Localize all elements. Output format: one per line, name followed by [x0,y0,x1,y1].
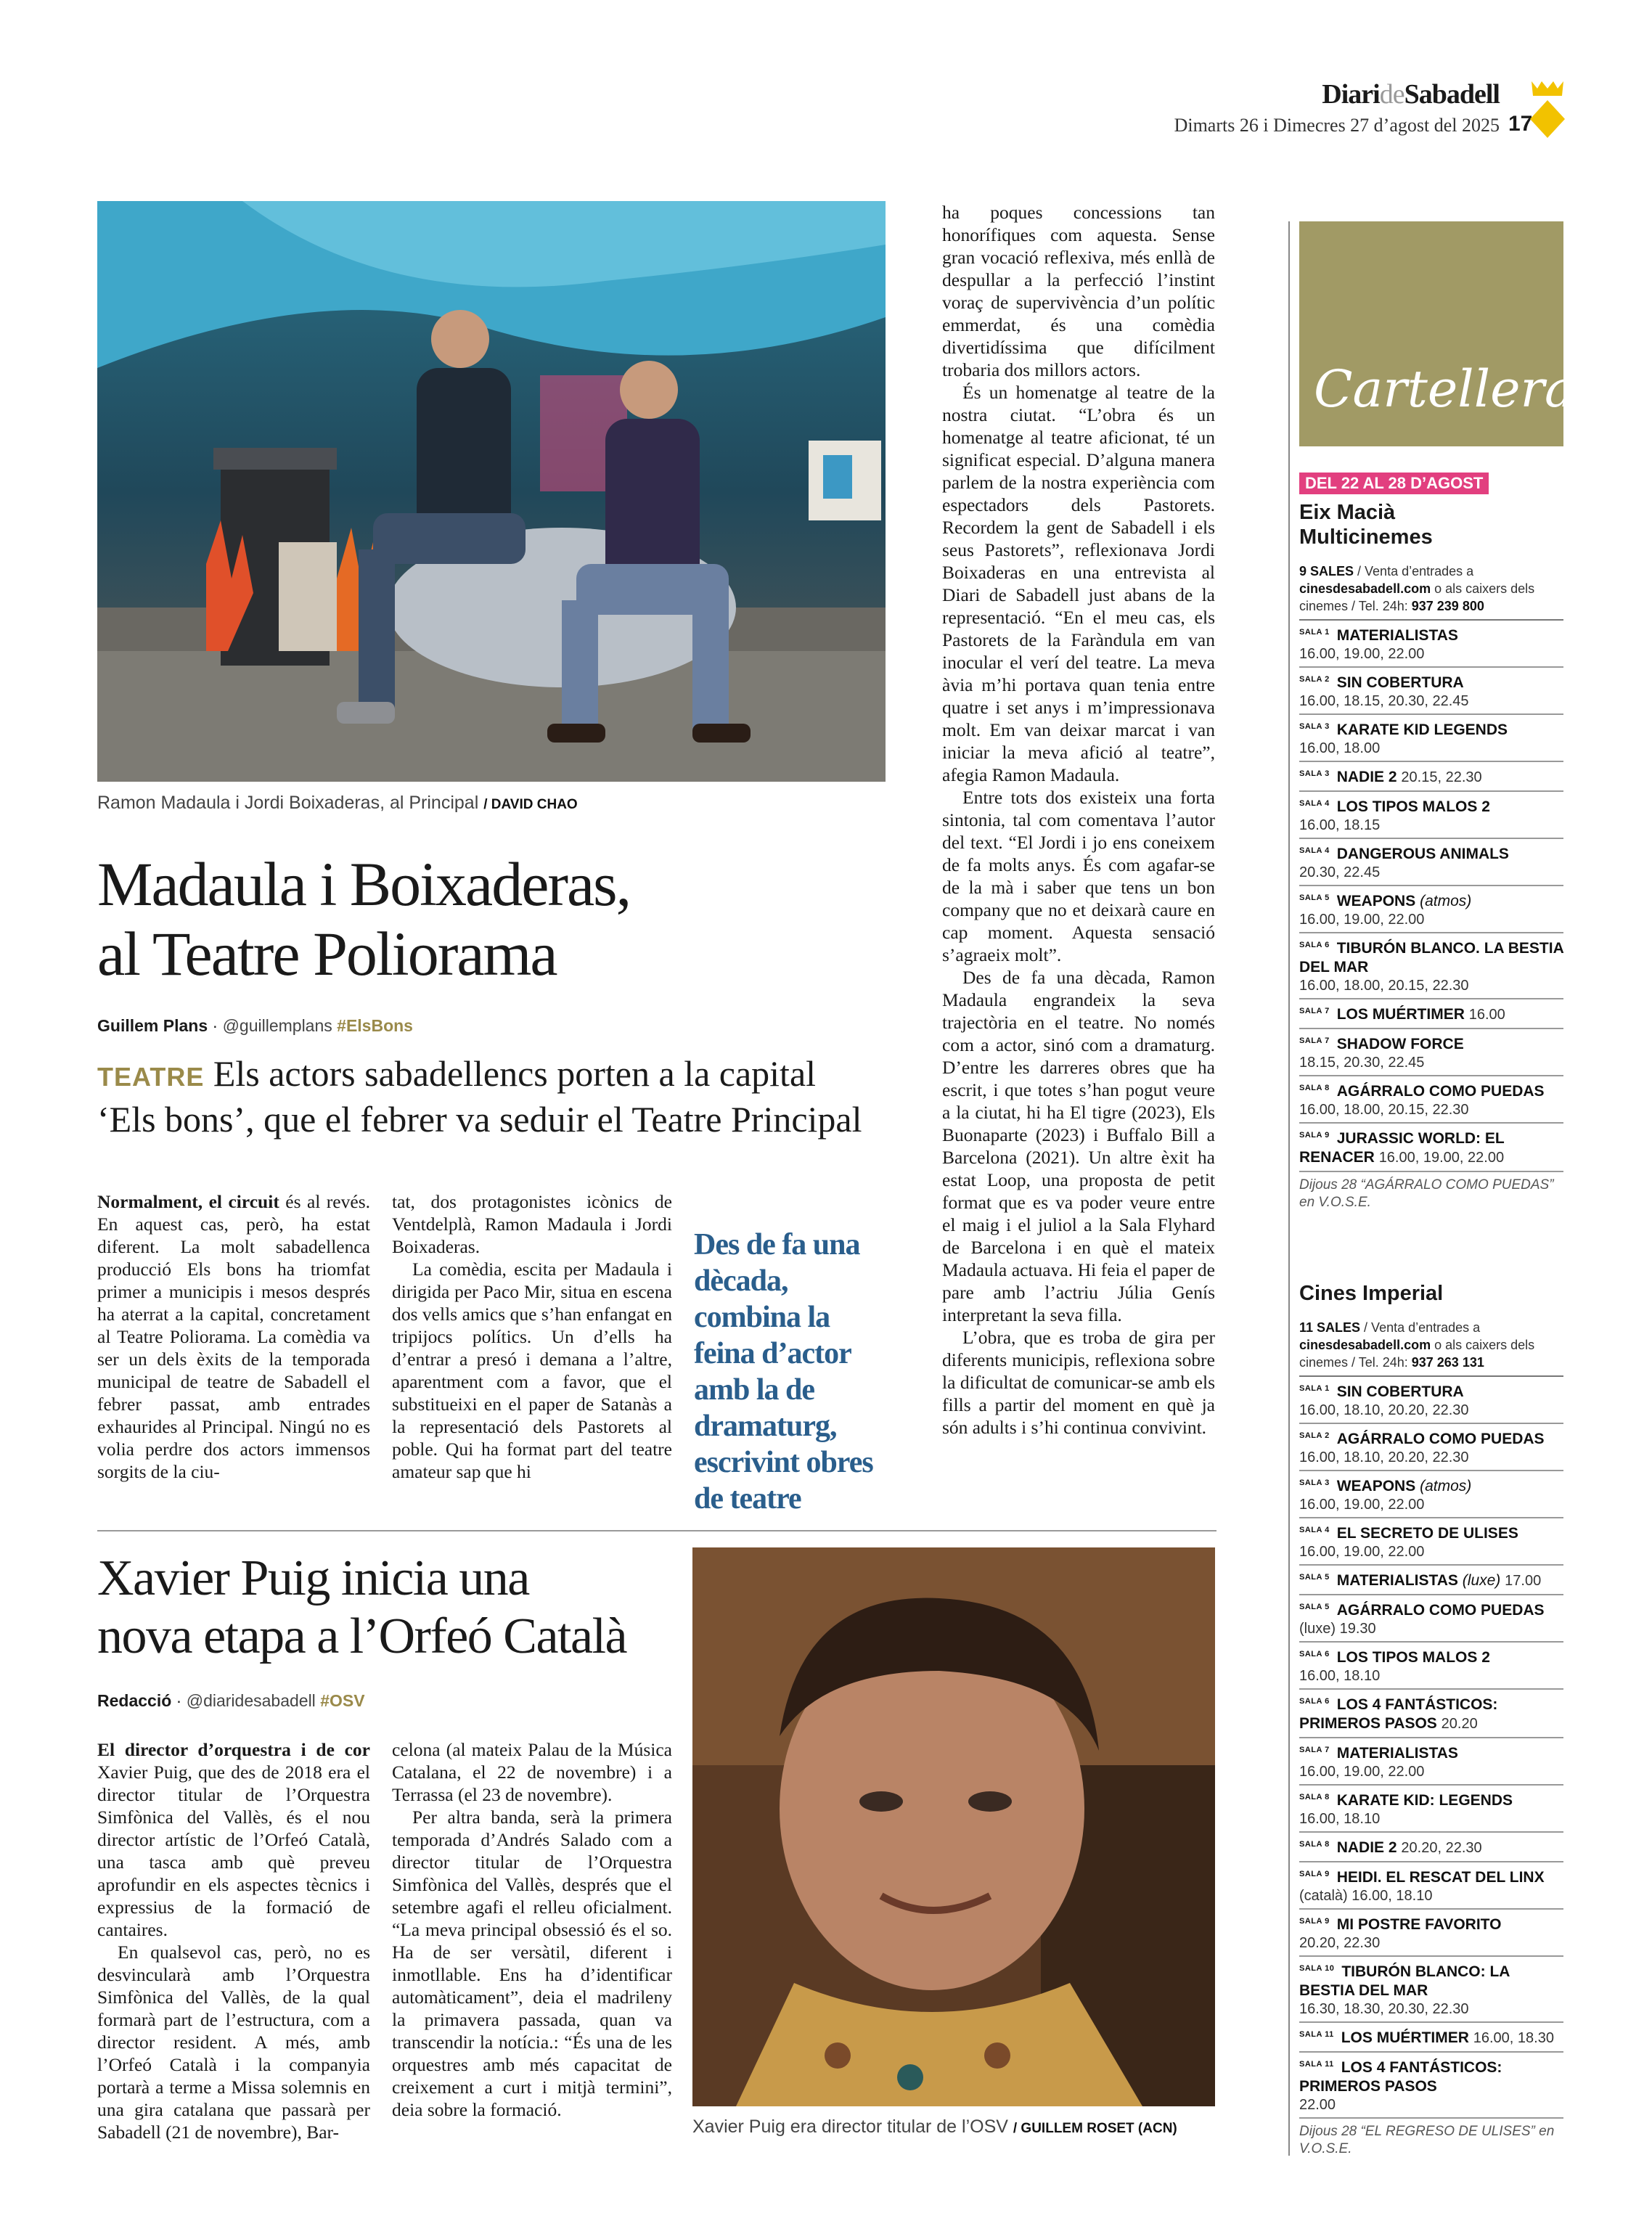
cartellera-listings [1299,221,1575,2158]
screen-label: SALA 7 [1299,1007,1330,1015]
paragraph: Entre tots dos existeix una forta sintonia, tal com comentava l’autor del text. “El Jordi i jo ens coneixem de fa molts anys. És com agafar-se de la mà i saber que tens un bon company que no et deixarà caure en cap moment. Aquesta sensació s’agraeix molt”. [942,787,1215,965]
headline-line-1: Xavier Puig inicia una [97,1550,529,1606]
showtimes: 16.00, 18.00 [1299,740,1381,756]
paragraph: En qualsevol cas, però, no es desvincularà amb l’Orquestra Simfònica del Vallès, de la qual formarà part de l’estructura, com a director resident. A més, amb l’Orfeó Català i la companyia portarà a terme a Missa solemnis en una gira catalana que passarà per Sabadell (21 de novembre), Bar- [97,1942,370,2143]
film-title: SIN COBERTURA [1336,674,1464,691]
brand-mid: de [1379,79,1404,110]
article2-byline [97,1691,365,1711]
screen-label: SALA 9 [1299,1131,1330,1140]
showtimes: 16.00, 18.10, 20.20, 22.30 [1299,1402,1469,1418]
cinema-name-line: Cines Imperial [1299,1282,1444,1305]
film-title-line [1299,1426,1563,1449]
paragraph: Des de fa una dècada, Ramon Madaula engrandeix la seva trajectòria en el teatre. No només com a actor, sinó com a dramaturg. D’entre les darreres obres que ha escrit, i que totes s’han pogut veure a la ciutat, hi ha El tigre (2023), Els Buonaparte (2023) i Buffalo Bill a Barcelona (2021). Un altre èxit ha estat Loop, una proposta de petit format que es va poder veure entre el maig i el juliol a la Sala Flyhard de Barcelona i en què el mateix Madaula actuava. Hi feia el paper de pare amb l’actriu Júlia Genís interpretant la seva filla. [942,967,1215,1325]
film-title-line [1299,1002,1563,1024]
screen-label: SALA 11 [1299,2030,1334,2039]
showtimes: 18.15, 20.30, 22.45 [1299,1055,1425,1071]
film-entry[interactable] [1299,621,1563,668]
film-title: TIBURÓN BLANCO: LA BESTIA DEL MAR [1299,1963,1510,1999]
film-entry[interactable] [1299,1124,1563,1172]
cinema-block [1299,1281,1563,2158]
film-title-line [1299,1521,1563,1543]
article2-headline [97,1550,663,1666]
film-title: AGÁRRALO COMO PUEDAS [1336,1602,1545,1619]
film-title: SHADOW FORCE [1336,1036,1464,1052]
headline-line-2: al Teatre Poliorama [97,919,557,989]
film-entry[interactable] [1299,1862,1563,1910]
film-entry[interactable] [1299,2053,1563,2119]
film-title: EL SECRETO DE ULISES [1336,1525,1518,1542]
showtimes: 16.00, 19.00, 22.00 [1299,1764,1425,1780]
showtimes: 20.20 [1441,1716,1478,1732]
film-entry[interactable] [1299,1833,1563,1862]
lead-in: Normalment, el circuit [97,1191,279,1212]
cinema-block [1299,500,1563,1211]
author-name: Redacció [97,1691,172,1710]
film-entry[interactable] [1299,715,1563,762]
caption-text: Xavier Puig era director titular de l’OSV [692,2116,1008,2137]
film-title-line [1299,2055,1563,2096]
cinema-name [1299,1281,1563,1306]
screen-label: SALA 3 [1299,1478,1330,1487]
cartellera-header [1299,221,1575,446]
screen-label: SALA 1 [1299,1384,1330,1393]
showtimes: 20.20, 22.30 [1299,1935,1381,1951]
film-title: MATERIALISTAS [1336,1572,1458,1589]
showtimes: 16.30, 18.30, 20.30, 22.30 [1299,2001,1469,2017]
film-entry[interactable] [1299,886,1563,933]
film-entry[interactable] [1299,1786,1563,1833]
screen-label: SALA 5 [1299,1603,1330,1611]
film-title: DANGEROUS ANIMALS [1336,846,1509,862]
film-title-line [1299,1031,1563,1054]
phone-number: 937 239 800 [1411,599,1484,613]
screen-count: 9 SALES [1299,564,1354,578]
film-entry[interactable] [1299,792,1563,839]
phone-number: 937 263 131 [1411,1355,1484,1370]
film-entry[interactable] [1299,1957,1563,2023]
screen-label: SALA 2 [1299,1431,1330,1440]
screen-label: SALA 6 [1299,941,1330,949]
byline-separator: · [176,1691,187,1710]
film-title: HEIDI. EL RESCAT DEL LINX [1336,1869,1545,1886]
film-title-line [1299,1079,1563,1101]
showtimes: 16.00, 18.00, 20.15, 22.30 [1299,1102,1469,1118]
showtimes: 16.00, 18.15, 20.30, 22.45 [1299,693,1469,709]
screen-label: SALA 6 [1299,1697,1330,1706]
screen-label: SALA 5 [1299,893,1330,902]
showtimes: (català) 16.00, 18.10 [1299,1888,1433,1904]
film-title-line [1299,1645,1563,1667]
photo-credit: / DAVID CHAO [483,797,578,812]
info-text: / Venta d’entrades a [1354,564,1474,578]
film-title: TIBURÓN BLANCO. LA BESTIA DEL MAR [1299,940,1563,976]
film-entry[interactable] [1299,933,1563,999]
film-title: KARATE KID LEGENDS [1336,721,1508,738]
screen-label: SALA 10 [1299,1964,1335,1973]
film-title-line [1299,1692,1563,1733]
author-handle[interactable]: @guillemplans [222,1016,332,1035]
film-title-line [1299,717,1563,740]
showtimes: 16.00, 19.00, 22.00 [1378,1150,1505,1166]
film-format: (atmos) [1420,1478,1472,1494]
paragraph: ha poques concessions tan honorífiques com aquesta. Sense gran vocació reflexiva, més enllà de despullar a la perfecció l’instint voraç de supervivència d’un polític emmerdat, és una comèdia divertidíssima que difícilment trobaria dos millors actors. [942,202,1215,380]
showtimes: 20.15, 22.30 [1401,769,1482,785]
author-handle[interactable]: @diaridesabadell [186,1691,316,1710]
film-title-line [1299,623,1563,645]
headline-line-2: nova etapa a l’Orfeó Català [97,1608,627,1664]
film-title-line [1299,764,1563,787]
info-text: o als caixers dels cinemes / Tel. 24h: [1299,1338,1535,1370]
article-hashtag[interactable]: #OSV [320,1691,365,1710]
article-headline [97,849,896,989]
cartellera-title: Cartellera [1314,359,1575,419]
city-crest-icon [1529,78,1566,138]
screening-note: Dijous 28 “AGÁRRALO COMO PUEDAS” en V.O.S.E. [1299,1177,1554,1210]
film-title-line [1299,841,1563,864]
screen-label: SALA 3 [1299,769,1330,778]
film-title-line [1299,794,1563,817]
film-title: WEAPONS [1336,893,1416,909]
subhead-line-1: Els actors sabadellencs porten a la capital [213,1053,817,1094]
showtimes: 16.00, 19.00, 22.00 [1299,646,1425,662]
lead-in: El director d’orquestra i de cor [97,1739,370,1760]
photo2-caption [692,2116,1177,2138]
paragraph: és al revés. En aquest cas, però, ha estat diferent. La molt sabadellenca producció Els bons ha triomfat primer a municipis i mesos després ha aterrat a la capital, concretament al Teatre Poliorama. La comèdia va ser un dels èxits de la temporada municipal de teatre de Sabadell el febrer passat, amb entrades exhaurides al Principal. Ningú no es volia perdre dos actors immensos sorgits de la ciu- [97,1191,370,1482]
film-title: MATERIALISTAS [1336,1745,1458,1762]
screen-label: SALA 7 [1299,1036,1330,1045]
showtimes: 16.00, 18.10 [1299,1811,1381,1827]
section-kicker: TEATRE [97,1062,205,1092]
screen-label: SALA 8 [1299,1084,1330,1092]
screen-label: SALA 6 [1299,1650,1330,1659]
film-title: WEAPONS [1336,1478,1416,1494]
screen-label: SALA 5 [1299,1573,1330,1582]
screen-label: SALA 4 [1299,799,1330,808]
byline-separator: · [212,1016,223,1035]
showtimes: 22.00 [1299,2097,1336,2113]
film-title: JURASSIC WORLD: EL RENACER [1299,1130,1505,1166]
issue-date: Dimarts 26 i Dimecres 27 d’agost del 2025 [1174,115,1500,136]
article2-column-2 [392,1738,672,2121]
date-range-badge: DEL 22 AL 28 D’AGOST [1299,473,1489,494]
portrait-photo [692,1547,1215,2106]
film-entry[interactable] [1299,999,1563,1029]
film-entry[interactable] [1299,1738,1563,1786]
showtimes: 17.00 [1505,1573,1542,1589]
paragraph: És un homenatge al teatre de la nostra ciutat. “L’obra és un homenatge al teatre aficionat, té un significat especial. D’alguna manera parlem de la nostra experiència com espectadors dels Pastorets. Recordem la gent de Sabadell i els seus Pastorets”, reflexionava Jordi Boixaderas en una entrevista al Diari de Sabadell just abans de la representació. “En el meu cas, els Pastorets de la Faràndula em van inocular el verí del teatre. La meva àvia m’hi portava quan tenia entre quatre i set anys i m’impressionava molt. Em van deixar marcat i van iniciar la meva afició al teatre”, afegia Ramon Madaula. [942,382,1215,785]
film-title: MI POSTRE FAVORITO [1336,1916,1502,1933]
film-title-line [1299,1598,1563,1620]
screen-label: SALA 4 [1299,846,1330,855]
paragraph: Per altra banda, serà la primera temporada d’Andrés Salado com a director titular de l’Orquestra Simfònica del Vallès, després que el setembre agafi el relleu oficialment. “La meva principal obsessió és el so. Ha de ser versàtil, diferent i inmotllable. Ens ha d’identificar automàticament”, deia el madrileny la primavera passada, quan va transcendir la notícia.: “És una de les orquestres amb més capacitat de creixement a curt i mitjà termini”, deia sobre la formació. [392,1807,672,2120]
screen-label: SALA 8 [1299,1793,1330,1801]
page-number: 17 [1508,112,1533,136]
article-column-2 [392,1190,672,1483]
film-title: AGÁRRALO COMO PUEDAS [1336,1083,1545,1100]
article-column-1 [97,1190,370,1483]
film-title: AGÁRRALO COMO PUEDAS [1336,1431,1545,1447]
section-divider [97,1530,1216,1531]
article-hashtag[interactable]: #ElsBons [337,1016,413,1035]
cinema-name-line: Eix Macià [1299,501,1396,524]
byline [97,1016,413,1036]
showtimes: 16.00 [1468,1007,1505,1023]
screening-note: Dijous 28 “EL REGRESO DE ULISES” en V.O.S.E. [1299,2124,1555,2156]
film-title-line [1299,1379,1563,1402]
film-title: LOS 4 FANTÁSTICOS: PRIMEROS PASOS [1299,2059,1502,2095]
cinema-info [1299,563,1563,621]
film-title-line [1299,1126,1563,1167]
info-text: / Venta d’entrades a [1360,1320,1481,1335]
showtimes: 16.00, 19.00, 22.00 [1299,1497,1425,1513]
film-title-line [1299,888,1563,911]
author-name: Guillem Plans [97,1016,208,1035]
article2-column-1 [97,1738,370,2143]
screen-label: SALA 7 [1299,1746,1330,1754]
showtimes: 16.00, 18.30 [1473,2030,1554,2046]
screen-label: SALA 8 [1299,1840,1330,1849]
website-link[interactable]: cinesdesabadell.com [1299,581,1431,596]
film-title: LOS TIPOS MALOS 2 [1336,798,1490,815]
showtimes: 16.00, 19.00, 22.00 [1299,912,1425,928]
film-entry[interactable] [1299,2023,1563,2053]
showtimes: 16.00, 18.10 [1299,1668,1381,1684]
screen-label: SALA 2 [1299,675,1330,684]
paragraph: La comèdia, escita per Madaula i dirigida per Paco Mir, situa en escena dos vells amics que s’han enfangat en tripijocs polítics. Un d’ells ha d’entrar a presó i demana a l’altre, aparentment com a favor, que el substitueixi en el paper de Satanàs a la representació dels Pastorets al poble. Qui ha format part del teatre amateur sap que hi [392,1259,672,1482]
showtimes: 16.00, 19.00, 22.00 [1299,1544,1425,1560]
website-link[interactable]: cinesdesabadell.com [1299,1338,1431,1352]
brand-end: Sabadell [1404,79,1500,110]
film-entry[interactable] [1299,839,1563,886]
showtimes: (luxe) 19.30 [1299,1621,1376,1637]
showtimes: 16.00, 18.15 [1299,817,1381,833]
film-title-line [1299,1912,1563,1934]
film-title: SIN COBERTURA [1336,1383,1464,1400]
film-entry[interactable] [1299,1690,1563,1738]
film-entry[interactable] [1299,1643,1563,1690]
showtimes: 16.00, 18.00, 20.15, 22.30 [1299,978,1469,994]
film-title: KARATE KID: LEGENDS [1336,1792,1513,1809]
paragraph: L’obra, que es troba de gira per diferents municipis, reflexiona sobre la dificultat de comunicar-se amb els fills a partir del moment en què ja són adults i s’hi continua convivint. [942,1327,1215,1438]
paragraph: tat, dos protagonistes icònics de Ventdelplà, Ramon Madaula i Jordi Boixaderas. [392,1191,672,1257]
film-entry[interactable] [1299,1471,1563,1518]
film-title-line [1299,936,1563,977]
film-title: MATERIALISTAS [1336,627,1458,644]
screen-label: SALA 9 [1299,1917,1330,1926]
film-entry[interactable] [1299,1566,1563,1595]
headline-line-1: Madaula i Boixaderas, [97,849,631,919]
film-entry[interactable] [1299,1076,1563,1124]
brand-bold: Diari [1322,79,1380,110]
theatre-photo [97,201,886,782]
film-title: LOS TIPOS MALOS 2 [1336,1649,1490,1666]
film-title-line [1299,1959,1563,2000]
film-entry[interactable] [1299,1377,1563,1424]
cinema-name-line: Multicinemes [1299,525,1433,549]
film-title-line [1299,1473,1563,1496]
showtimes: 16.00, 18.10, 20.20, 22.30 [1299,1449,1469,1465]
screen-label: SALA 4 [1299,1526,1330,1534]
film-title: NADIE 2 [1336,1839,1397,1856]
caption-text: Ramon Madaula i Jordi Boixaderas, al Principal [97,793,479,813]
photo-credit: / GUILLEM ROSET (ACN) [1013,2121,1177,2136]
film-entry[interactable] [1299,1518,1563,1566]
paragraph: celona (al mateix Palau de la Música Catalana, el 22 de novembre) i a Terrassa (el 23 de novembre). [392,1739,672,1805]
cinema-info [1299,1319,1563,1377]
pull-quote: Des de fa una dècada, combina la feina d’actor amb la de dramaturg, escrivint obres de teatre [694,1228,873,1516]
cinema-name [1299,500,1563,549]
film-entry[interactable] [1299,1595,1563,1643]
showtimes: 20.20, 22.30 [1401,1840,1482,1856]
screen-label: SALA 3 [1299,722,1330,731]
film-title-line [1299,1788,1563,1810]
film-title-line [1299,1741,1563,1763]
cinema-list [1299,500,1563,2158]
listings-divider [1288,221,1290,2156]
screen-label: SALA 1 [1299,628,1330,637]
film-entry[interactable] [1299,762,1563,792]
film-title-line [1299,670,1563,692]
screen-count: 11 SALES [1299,1320,1361,1335]
film-format: (atmos) [1420,893,1472,909]
film-entry[interactable] [1299,1424,1563,1471]
subhead-line-2: ‘Els bons’, que el febrer va seduir el Teatre Principal [97,1099,862,1140]
masthead-brand [1322,78,1500,110]
showtimes: 20.30, 22.45 [1299,864,1381,880]
film-title: LOS MUÉRTIMER [1341,2029,1469,2046]
film-entry[interactable] [1299,1029,1563,1076]
film-entry[interactable] [1299,1910,1563,1957]
info-text: o als caixers dels cinemes / Tel. 24h: [1299,581,1535,613]
film-title: LOS MUÉRTIMER [1336,1006,1465,1023]
film-title-line [1299,2025,1563,2048]
photo-caption [97,793,578,814]
film-title-line [1299,1568,1563,1590]
film-title: LOS 4 FANTÁSTICOS: PRIMEROS PASOS [1299,1696,1498,1732]
screen-label: SALA 9 [1299,1870,1330,1878]
screen-label: SALA 11 [1299,2060,1334,2069]
paragraph: Xavier Puig, que des de 2018 era el director titular de l’Orquestra Simfònica del Vallès, és el nou director artístic de l’Orfeó Català, una tasca amb què preveu aprofundir en els aspectes tècnics i expressius de la formació de cantaires. [97,1762,370,1940]
article-column-4 [942,201,1215,1439]
article-subhead [97,1052,910,1140]
film-format: (luxe) [1462,1572,1501,1589]
film-entry[interactable] [1299,668,1563,715]
film-title-line [1299,1865,1563,1887]
film-title-line [1299,1835,1563,1857]
film-title: NADIE 2 [1336,769,1397,785]
